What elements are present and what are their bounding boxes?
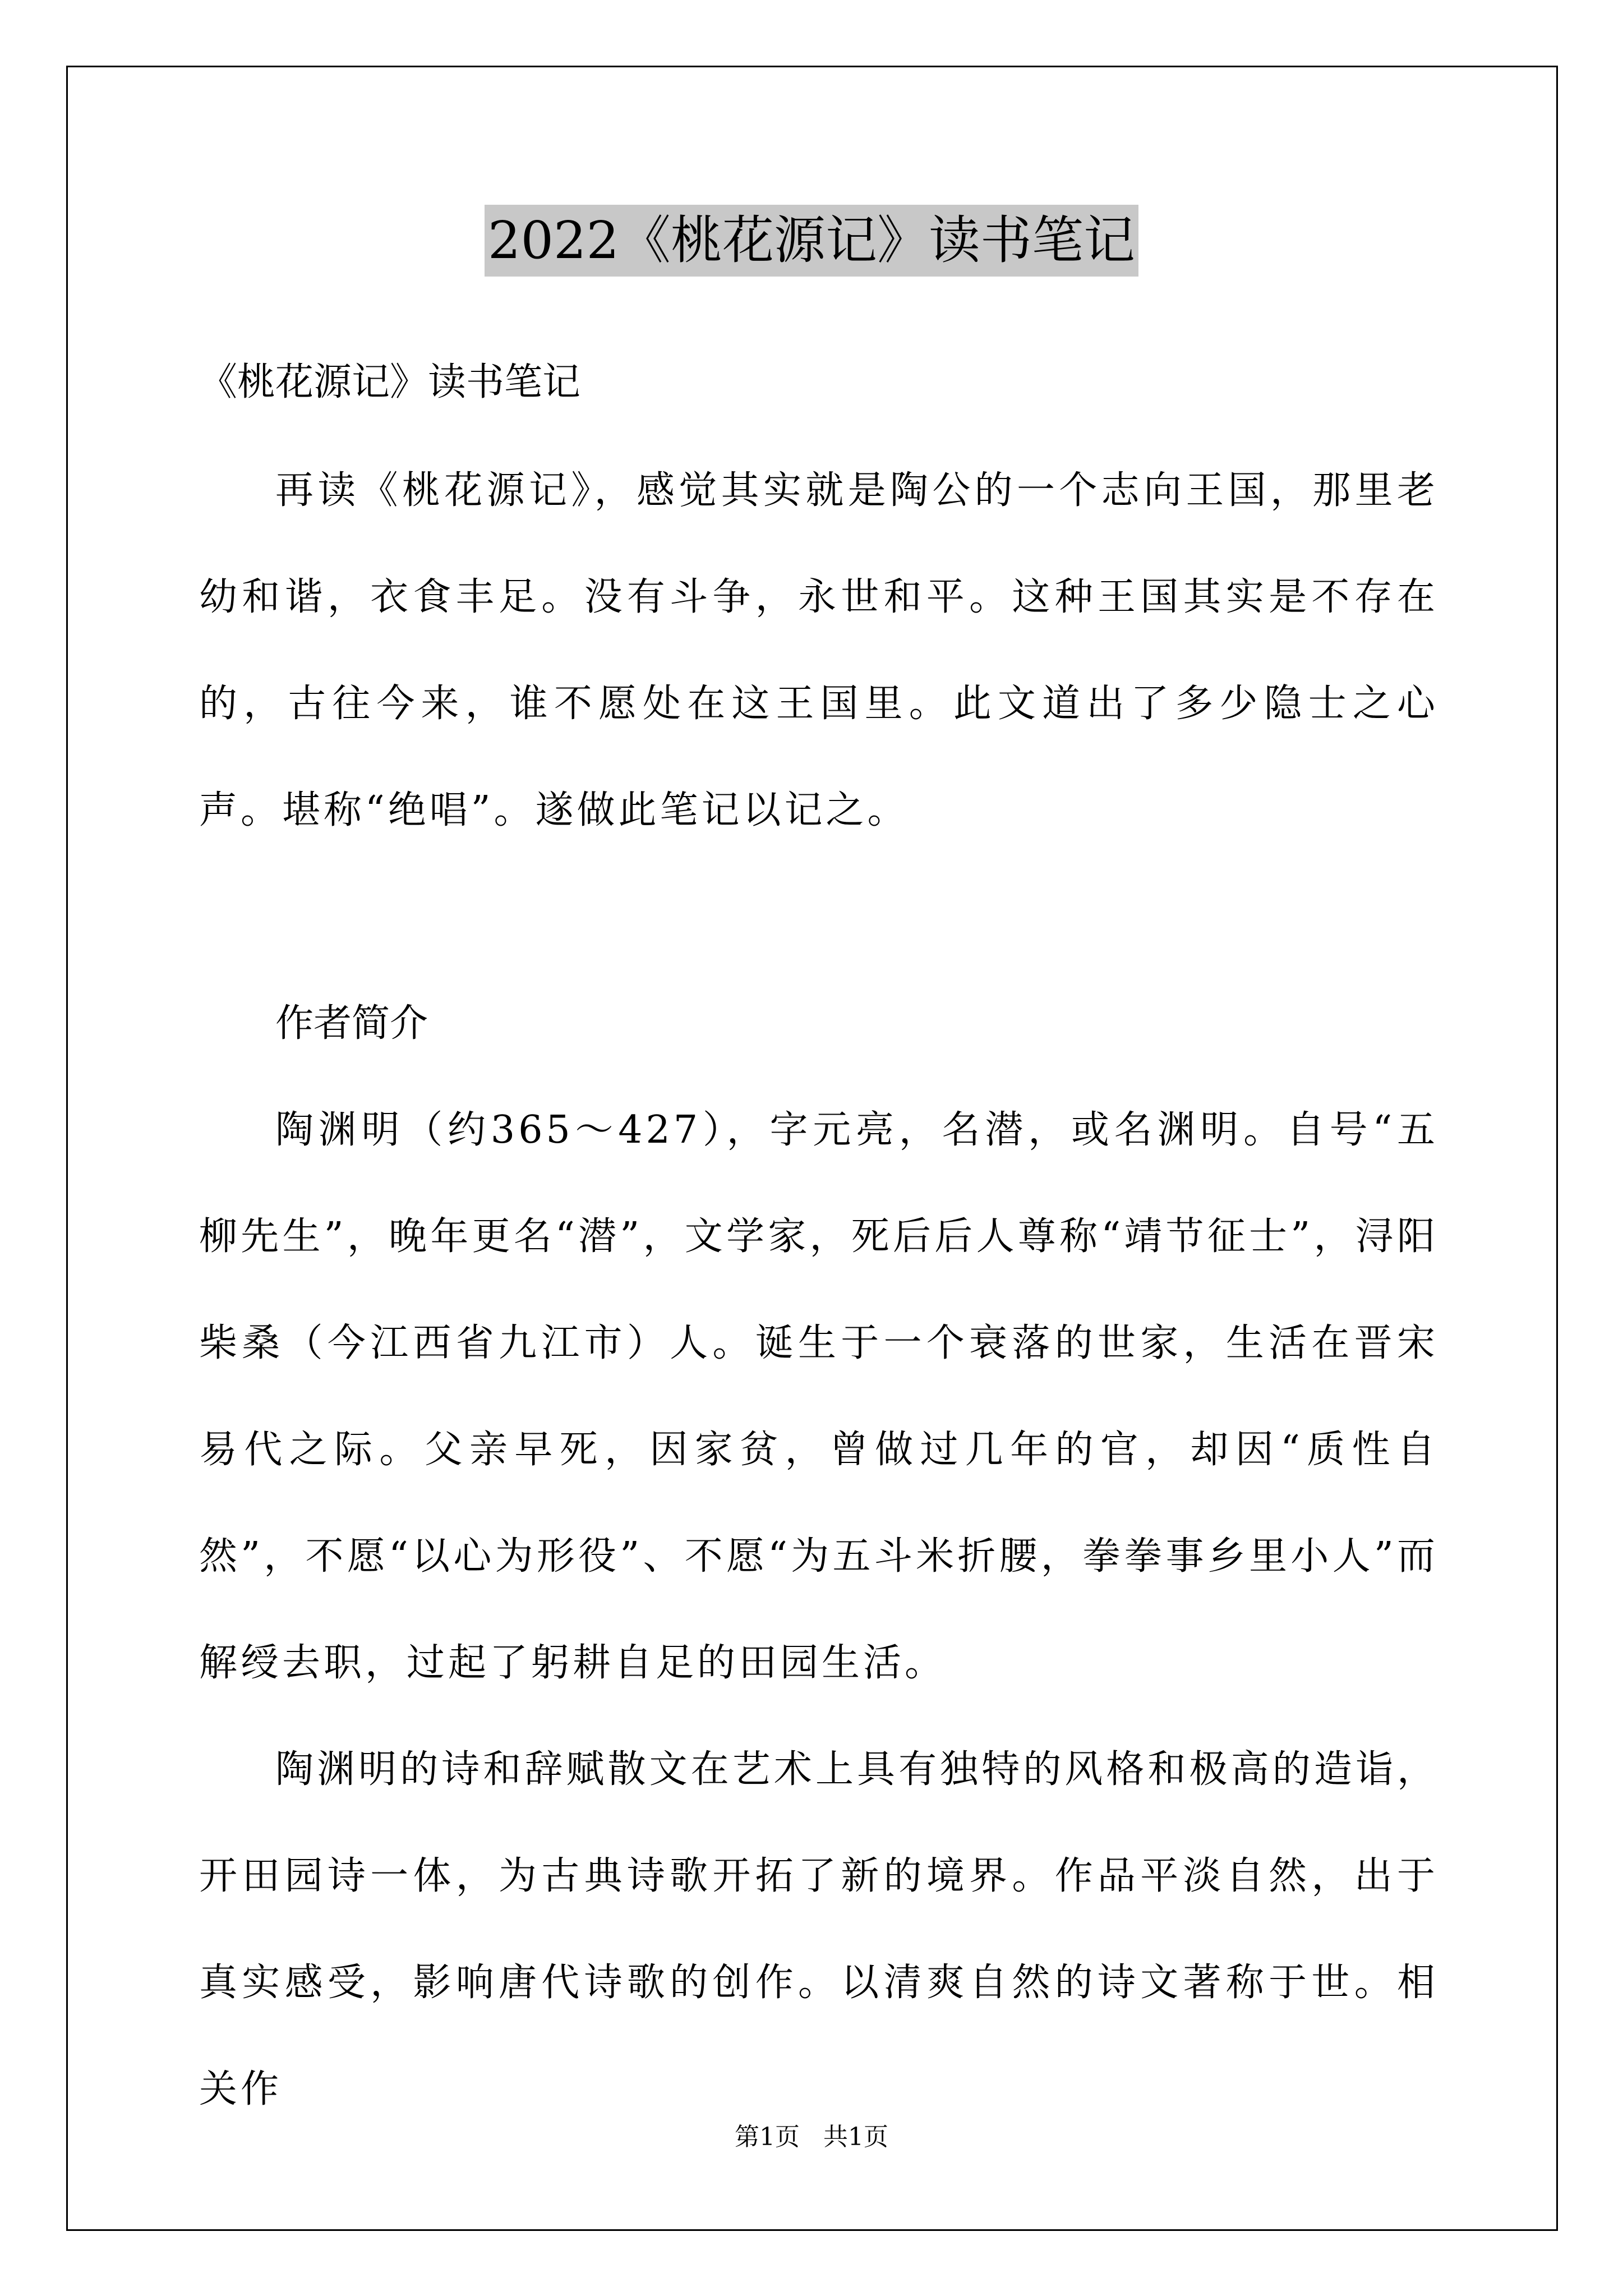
author-paragraph-1: 陶渊明（约365～427），字元亮，名潜，或名渊明。自号“五柳先生”，晚年更名“潜”，文学家，死后后人尊称“靖节征士”，浔阳柴桑（今江西省九江市）人。诞生于一个衰落的世家，生活在晋宋易代之际。父亲早死，因家贫，曾做过几年的官，却因“质性自然”，不愿“以心为形役”、不愿“为五斗米折腰，拳拳事乡里小人”而解绶去职，过起了躬耕自足的田园生活。 (199, 1108, 1438, 1685)
document-title: 2022《桃花源记》读书笔记 (485, 205, 1138, 277)
spacer (199, 864, 1438, 970)
author-paragraph-2: 陶渊明的诗和辞赋散文在艺术上具有独特的风格和极高的造诣，开田园诗一体，为古典诗歌开拓了新的境界。作品平淡自然，出于真实感受，影响唐代诗歌的创作。以清爽自然的诗文著称于世。相关作 (199, 1747, 1438, 2111)
intro-paragraph: 再读《桃花源记》，感觉其实就是陶公的一个志向王国，那里老幼和谐，衣食丰足。没有斗争，永世和平。这种王国其实是不存在的，古往今来，谁不愿处在这王国里。此文道出了多少隐士之心声。堪称“绝唱”。遂做此笔记以记之。 (199, 468, 1438, 832)
spacer (199, 421, 1438, 438)
page-number: 第1页 (735, 2123, 800, 2151)
section-heading-author: 作者简介 (275, 1001, 428, 1046)
page-total: 共1页 (823, 2123, 888, 2151)
document-subtitle: 《桃花源记》读书笔记 (199, 360, 581, 404)
document-body (199, 344, 1438, 2143)
title-container (0, 205, 1623, 277)
page-footer (0, 2120, 1623, 2154)
